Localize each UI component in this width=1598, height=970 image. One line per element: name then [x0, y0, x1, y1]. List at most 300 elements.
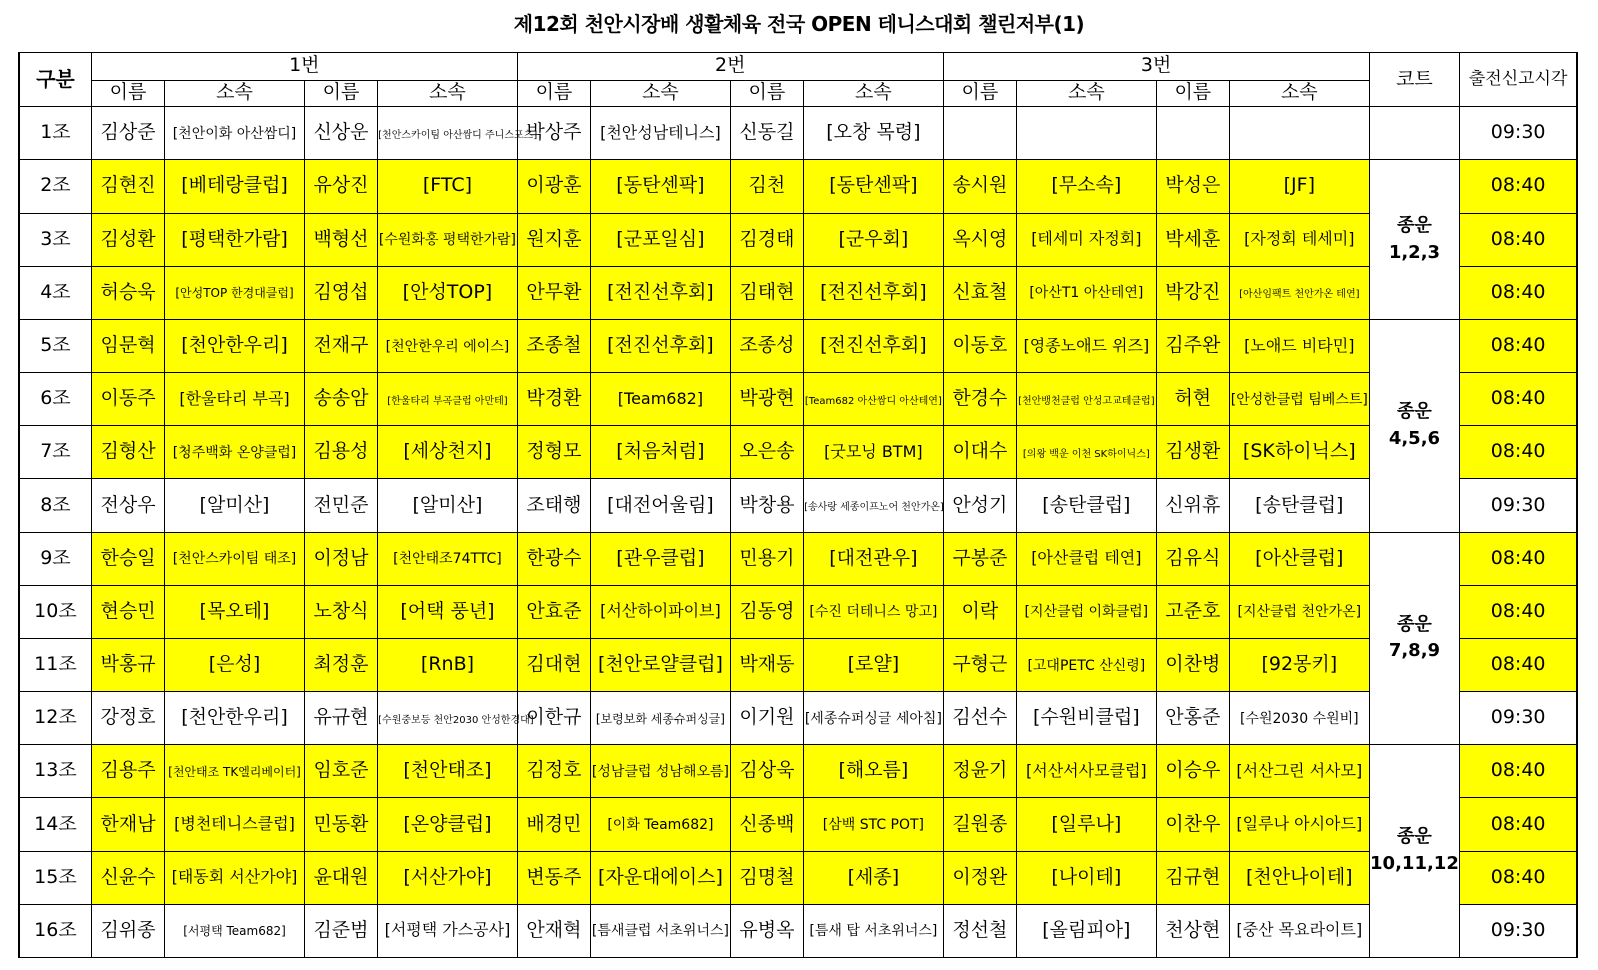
affiliation-text: [올림피아] — [1042, 918, 1131, 941]
affiliation-text: [천안태조74TTC] — [393, 551, 502, 568]
affiliation-text: [태동회 서산가야] — [171, 867, 298, 887]
player-affiliation — [1017, 798, 1157, 851]
player-affiliation — [1017, 319, 1157, 372]
group-label: 1조 — [19, 107, 91, 160]
affiliation-text: [송탄클럽] — [1042, 493, 1131, 516]
player-name: 조태행 — [517, 479, 590, 532]
affiliation-text: [천안로얄클럽] — [597, 653, 723, 676]
checkin-time: 08:40 — [1460, 638, 1577, 691]
affiliation-text: [테세미 자정회] — [1031, 229, 1142, 249]
affiliation-text: [서평택 가스공사] — [384, 920, 511, 940]
affiliation-text: [일루나 아시아드] — [1236, 814, 1363, 834]
affiliation-text: [안성TOP] — [402, 280, 493, 303]
player-name: 이동주 — [91, 373, 164, 426]
affiliation-text: [목오테] — [199, 599, 270, 622]
affiliation-text: [은성] — [208, 653, 261, 676]
player-affiliation — [378, 904, 518, 957]
player-name: 이동호 — [943, 319, 1016, 372]
header-affiliation: 소속 — [378, 80, 518, 107]
player-name: 신상운 — [304, 107, 377, 160]
player-affiliation — [804, 851, 944, 904]
player-name: 정선철 — [943, 904, 1016, 957]
player-affiliation — [804, 160, 944, 213]
player-name: 유상진 — [304, 160, 377, 213]
player-affiliation — [1230, 373, 1370, 426]
affiliation-text: [전진선후회] — [607, 333, 714, 356]
affiliation-text: [고대PETC 산신령] — [1027, 657, 1146, 674]
header-team1: 1번 — [91, 53, 517, 81]
player-affiliation — [378, 692, 534, 745]
table-row — [19, 266, 1577, 319]
group-label: 13조 — [19, 745, 91, 798]
affiliation-text: [Team682] — [617, 388, 704, 408]
player-affiliation — [591, 213, 731, 266]
player-name: 전상우 — [91, 479, 164, 532]
affiliation-text: [군우회] — [838, 227, 909, 250]
player-name: 현승민 — [91, 585, 164, 638]
player-name: 옥시영 — [943, 213, 1016, 266]
affiliation-text: [세종] — [847, 865, 900, 888]
table-row — [19, 426, 1577, 479]
group-label: 5조 — [19, 319, 91, 372]
player-affiliation — [591, 319, 731, 372]
player-name: 김천 — [730, 160, 803, 213]
header-team2: 2번 — [517, 53, 943, 81]
player-name: 신위휴 — [1156, 479, 1229, 532]
player-name: 변동주 — [517, 851, 590, 904]
table-row — [19, 585, 1577, 638]
affiliation-text: [한울타리 부곡클럽 아만테] — [387, 395, 508, 407]
group-label: 11조 — [19, 638, 91, 691]
player-name: 최정훈 — [304, 638, 377, 691]
affiliation-text: [FTC] — [422, 174, 473, 197]
affiliation-text: [자운대에이스] — [597, 865, 723, 888]
player-name: 유병옥 — [730, 904, 803, 957]
affiliation-text: [아산T1 아산테연] — [1029, 285, 1144, 302]
player-name: 원지훈 — [517, 213, 590, 266]
affiliation-text: [송사랑 세종이프노어 천안가온] — [804, 502, 944, 514]
player-name: 신윤수 — [91, 851, 164, 904]
affiliation-text: [서산그린 서사모] — [1236, 760, 1363, 780]
player-affiliation — [165, 798, 305, 851]
player-name: 고준호 — [1156, 585, 1229, 638]
header-gubun: 구분 — [19, 53, 91, 107]
court-assignment — [1369, 160, 1460, 320]
player-affiliation — [378, 798, 518, 851]
affiliation-text: [천안태조 TK엘리베이터] — [168, 764, 301, 779]
player-affiliation — [591, 585, 731, 638]
group-label: 14조 — [19, 798, 91, 851]
affiliation-text: [나이테] — [1051, 865, 1122, 888]
player-affiliation — [1230, 745, 1370, 798]
affiliation-text: [온양클럽] — [403, 812, 492, 835]
affiliation-text: [영종노애드 위즈] — [1023, 335, 1150, 355]
group-label: 6조 — [19, 373, 91, 426]
table-row — [19, 851, 1577, 904]
player-affiliation — [591, 532, 731, 585]
group-label: 2조 — [19, 160, 91, 213]
table-row — [19, 319, 1577, 372]
player-affiliation — [165, 266, 305, 319]
player-name: 김정호 — [517, 745, 590, 798]
player-name: 박홍규 — [91, 638, 164, 691]
player-name: 박상주 — [517, 107, 590, 160]
header-court: 코트 — [1369, 53, 1460, 107]
affiliation-text: [평택한가람] — [181, 227, 288, 250]
checkin-time: 08:40 — [1460, 266, 1577, 319]
affiliation-text: [천안한우리] — [181, 333, 288, 356]
affiliation-text: [송탄클럽] — [1255, 493, 1344, 516]
affiliation-text: [세상천지] — [403, 440, 492, 463]
player-name: 윤대원 — [304, 851, 377, 904]
table-body — [19, 53, 1577, 958]
checkin-time: 08:40 — [1460, 851, 1577, 904]
player-name: 박경환 — [517, 373, 590, 426]
player-name: 김선수 — [943, 692, 1016, 745]
header-affiliation: 소속 — [1017, 80, 1157, 107]
player-affiliation — [378, 638, 518, 691]
player-name: 임문혁 — [91, 319, 164, 372]
player-affiliation — [1230, 904, 1370, 957]
header-affiliation: 소속 — [591, 80, 731, 107]
court-label: 종운 — [1397, 826, 1432, 848]
court-assignment — [1369, 745, 1460, 958]
player-affiliation — [591, 160, 731, 213]
player-name: 김규현 — [1156, 851, 1229, 904]
player-name: 길원종 — [943, 798, 1016, 851]
affiliation-text: [무소속] — [1051, 174, 1122, 197]
player-name: 한경수 — [943, 373, 1016, 426]
player-name: 김성환 — [91, 213, 164, 266]
table-row — [19, 107, 1577, 160]
table-row — [19, 798, 1577, 851]
affiliation-text: [천안한우리 에이스] — [385, 338, 510, 355]
player-affiliation — [378, 373, 518, 426]
court-numbers: 7,8,9 — [1388, 640, 1441, 662]
player-name: 김영섭 — [304, 266, 377, 319]
affiliation-text: [자정회 테세미] — [1244, 229, 1355, 249]
player-affiliation — [378, 213, 518, 266]
player-affiliation — [165, 745, 305, 798]
player-affiliation — [591, 638, 731, 691]
court-label: 종운 — [1397, 400, 1432, 422]
affiliation-text: [동탄센팍] — [616, 174, 705, 197]
player-name: 김용주 — [91, 745, 164, 798]
player-affiliation — [1230, 585, 1370, 638]
affiliation-text: [중산 목요라이트] — [1236, 920, 1363, 940]
affiliation-text: [대전관우] — [829, 546, 918, 569]
player-name: 신동길 — [730, 107, 803, 160]
court-label: 종운 — [1397, 613, 1432, 635]
player-affiliation — [1017, 904, 1157, 957]
affiliation-text: [대전어울림] — [607, 493, 714, 516]
header-name: 이름 — [730, 80, 803, 107]
player-name: 이승우 — [1156, 745, 1229, 798]
player-affiliation — [1230, 638, 1370, 691]
player-affiliation — [804, 638, 944, 691]
checkin-time: 08:40 — [1460, 745, 1577, 798]
player-name: 한광수 — [517, 532, 590, 585]
player-affiliation — [378, 532, 518, 585]
player-affiliation — [1230, 319, 1370, 372]
player-name: 신종백 — [730, 798, 803, 851]
player-name: 전민준 — [304, 479, 377, 532]
player-name: 신효철 — [943, 266, 1016, 319]
table-row — [19, 904, 1577, 957]
player-affiliation — [1017, 745, 1157, 798]
player-name: 김위종 — [91, 904, 164, 957]
table-row — [19, 745, 1577, 798]
player-affiliation — [1230, 426, 1370, 479]
player-affiliation — [804, 107, 944, 160]
affiliation-text: [서평택 Team682] — [183, 924, 286, 939]
affiliation-text: [92몽키] — [1261, 653, 1338, 676]
affiliation-text: [안성한클럽 팀베스트] — [1230, 391, 1368, 408]
affiliation-text: [수원화홍 평택한가람] — [378, 232, 516, 249]
player-affiliation — [165, 426, 305, 479]
player-name: 이한규 — [517, 692, 590, 745]
player-name: 김동영 — [730, 585, 803, 638]
player-name: 허승욱 — [91, 266, 164, 319]
player-affiliation — [165, 160, 305, 213]
affiliation-text: [의왕 백운 이천 SK하이닉스] — [1022, 448, 1150, 460]
player-affiliation — [165, 532, 305, 585]
court-numbers: 1,2,3 — [1388, 241, 1441, 263]
affiliation-text: [전진선후회] — [607, 280, 714, 303]
player-name: 배경민 — [517, 798, 590, 851]
checkin-time: 08:40 — [1460, 798, 1577, 851]
subheader-row — [19, 80, 1577, 107]
player-name: 송송암 — [304, 373, 377, 426]
player-affiliation — [1230, 798, 1370, 851]
checkin-time: 08:40 — [1460, 160, 1577, 213]
player-name: 이기원 — [730, 692, 803, 745]
player-affiliation — [1230, 851, 1370, 904]
header-name: 이름 — [517, 80, 590, 107]
affiliation-text: [틈새 탑 서초위너스] — [809, 923, 938, 940]
player-affiliation — [1017, 213, 1157, 266]
player-affiliation — [165, 638, 305, 691]
player-name: 구형근 — [943, 638, 1016, 691]
player-name: 민용기 — [730, 532, 803, 585]
player-name: 한재남 — [91, 798, 164, 851]
player-affiliation — [1230, 692, 1370, 745]
affiliation-text: [서산하이파이브] — [600, 601, 721, 621]
affiliation-text: [천안한우리] — [181, 706, 288, 729]
player-name: 박강진 — [1156, 266, 1229, 319]
player-affiliation — [165, 107, 305, 160]
player-name: 한승일 — [91, 532, 164, 585]
header-name: 이름 — [91, 80, 164, 107]
player-name: 이대수 — [943, 426, 1016, 479]
group-label: 16조 — [19, 904, 91, 957]
player-affiliation — [1230, 532, 1370, 585]
player-name: 조종철 — [517, 319, 590, 372]
header-team3: 3번 — [943, 53, 1369, 81]
player-affiliation — [804, 692, 944, 745]
affiliation-text: [베테랑클럽] — [181, 174, 288, 197]
group-label: 3조 — [19, 213, 91, 266]
affiliation-text: [지산클럽 이화클럽] — [1024, 604, 1149, 621]
player-name: 백형선 — [304, 213, 377, 266]
affiliation-text: [군포일심] — [616, 227, 705, 250]
player-name: 이락 — [943, 585, 1016, 638]
player-affiliation — [378, 585, 518, 638]
player-name: 노창식 — [304, 585, 377, 638]
affiliation-text: [오창 목령] — [826, 121, 921, 144]
group-label: 7조 — [19, 426, 91, 479]
player-affiliation — [1017, 266, 1157, 319]
affiliation-text: [관우클럽] — [616, 546, 705, 569]
player-affiliation — [804, 213, 944, 266]
player-affiliation — [165, 479, 305, 532]
affiliation-text: [삼백 STC POT] — [822, 817, 925, 834]
affiliation-text: [전진선후회] — [820, 280, 927, 303]
player-name: 오은송 — [730, 426, 803, 479]
player-affiliation — [165, 213, 305, 266]
player-affiliation — [804, 319, 944, 372]
player-name: 박광현 — [730, 373, 803, 426]
affiliation-text: [안성TOP 한경대클럽] — [175, 286, 294, 301]
player-affiliation — [1017, 160, 1157, 213]
player-name: 김태현 — [730, 266, 803, 319]
affiliation-text: [SK하이닉스] — [1242, 440, 1356, 463]
player-affiliation — [1230, 160, 1370, 213]
player-name: 송시원 — [943, 160, 1016, 213]
player-affiliation — [1017, 532, 1157, 585]
player-name: 김상욱 — [730, 745, 803, 798]
player-name: 박재동 — [730, 638, 803, 691]
affiliation-text: [천안태조] — [403, 759, 492, 782]
affiliation-text: [천안나이테] — [1246, 865, 1353, 888]
affiliation-text: [성남클럽 성남해오름] — [591, 763, 729, 780]
player-affiliation — [1017, 426, 1157, 479]
affiliation-text: [수원중보등 천안2030 안성한경대] — [378, 714, 534, 726]
court-assignment — [1369, 319, 1460, 532]
player-affiliation — [1230, 107, 1370, 160]
player-name: 조종성 — [730, 319, 803, 372]
group-label: 9조 — [19, 532, 91, 585]
group-label: 10조 — [19, 585, 91, 638]
player-affiliation — [1017, 692, 1157, 745]
affiliation-text: [천안스카이팀 태조] — [172, 551, 297, 568]
player-name: 안성기 — [943, 479, 1016, 532]
player-affiliation — [804, 745, 944, 798]
player-affiliation — [165, 851, 305, 904]
affiliation-text: [어택 풍년] — [400, 599, 495, 622]
player-name: 이찬우 — [1156, 798, 1229, 851]
player-name: 김대현 — [517, 638, 590, 691]
player-affiliation — [1230, 266, 1370, 319]
checkin-time: 08:40 — [1460, 319, 1577, 372]
player-affiliation — [378, 319, 518, 372]
affiliation-text: [아산클럽 테연] — [1031, 548, 1142, 568]
affiliation-text: [병천테니스클럽] — [174, 814, 295, 834]
court-assignment — [1369, 532, 1460, 745]
court-numbers: 10,11,12 — [1370, 853, 1459, 875]
affiliation-text: [서산서사모클럽] — [1026, 760, 1147, 780]
header-name: 이름 — [943, 80, 1016, 107]
affiliation-text: [세종슈퍼싱글 세아침] — [804, 710, 942, 727]
affiliation-text: [보령보화 세종슈퍼싱글] — [595, 711, 725, 726]
table-row — [19, 638, 1577, 691]
player-affiliation — [1017, 107, 1157, 160]
affiliation-text: [아산임팩트 천안가온 테연] — [1239, 289, 1360, 301]
checkin-time: 08:40 — [1460, 373, 1577, 426]
affiliation-text: [노애드 비타민] — [1244, 335, 1355, 355]
player-affiliation — [804, 904, 944, 957]
player-affiliation — [804, 585, 944, 638]
affiliation-text: [Team682 아산쌈디 아산테연] — [804, 395, 942, 407]
player-name: 민동환 — [304, 798, 377, 851]
player-affiliation — [804, 532, 944, 585]
player-name: 김주완 — [1156, 319, 1229, 372]
affiliation-text: [틈새클럽 서초위너스] — [591, 923, 729, 940]
player-affiliation — [591, 692, 731, 745]
player-name: 천상현 — [1156, 904, 1229, 957]
affiliation-text: [천안이화 아산쌈디] — [172, 125, 297, 142]
player-affiliation — [1017, 585, 1157, 638]
court-cell-empty — [1369, 107, 1460, 160]
player-affiliation — [591, 479, 731, 532]
affiliation-text: [청주백화 온양클럽] — [172, 444, 297, 461]
player-affiliation — [1230, 479, 1370, 532]
player-affiliation — [378, 426, 518, 479]
player-name: 박창용 — [730, 479, 803, 532]
player-name: 전재구 — [304, 319, 377, 372]
player-affiliation — [165, 319, 305, 372]
player-name — [1156, 107, 1229, 160]
table-row — [19, 532, 1577, 585]
player-affiliation — [1017, 638, 1157, 691]
affiliation-text: [서산가야] — [403, 865, 492, 888]
player-name: 강정호 — [91, 692, 164, 745]
affiliation-text: [천안뱅천클럽 안성고교테클럽] — [1018, 395, 1155, 407]
player-name: 김생환 — [1156, 426, 1229, 479]
group-label: 8조 — [19, 479, 91, 532]
player-name: 박성은 — [1156, 160, 1229, 213]
header-affiliation: 소속 — [1230, 80, 1370, 107]
court-label: 종운 — [1397, 214, 1432, 236]
player-name: 구봉준 — [943, 532, 1016, 585]
player-affiliation — [165, 373, 305, 426]
player-name: 김준범 — [304, 904, 377, 957]
affiliation-text: [한울타리 부곡] — [179, 388, 290, 408]
affiliation-text: [전진선후회] — [820, 333, 927, 356]
header-affiliation: 소속 — [165, 80, 305, 107]
player-affiliation — [591, 851, 731, 904]
player-name: 김상준 — [91, 107, 164, 160]
player-name: 안홍준 — [1156, 692, 1229, 745]
player-name: 이광훈 — [517, 160, 590, 213]
table-row — [19, 373, 1577, 426]
player-affiliation — [591, 266, 731, 319]
affiliation-text: [천안스카이팀 아산쌈디 주니스포츠] — [378, 129, 538, 141]
player-name: 허현 — [1156, 373, 1229, 426]
player-name: 김유식 — [1156, 532, 1229, 585]
player-name: 이찬병 — [1156, 638, 1229, 691]
group-label: 4조 — [19, 266, 91, 319]
checkin-time: 08:40 — [1460, 532, 1577, 585]
player-affiliation — [1230, 213, 1370, 266]
player-affiliation — [591, 745, 731, 798]
player-name: 안무환 — [517, 266, 590, 319]
player-affiliation — [804, 479, 944, 532]
affiliation-text: [알미산] — [199, 493, 270, 516]
affiliation-text: [수원2030 수원비] — [1239, 710, 1359, 727]
page-title: 제12회 천안시장배 생활체육 전국 OPEN 테니스대회 챌린저부(1) — [513, 12, 1085, 36]
checkin-time: 09:30 — [1460, 479, 1577, 532]
